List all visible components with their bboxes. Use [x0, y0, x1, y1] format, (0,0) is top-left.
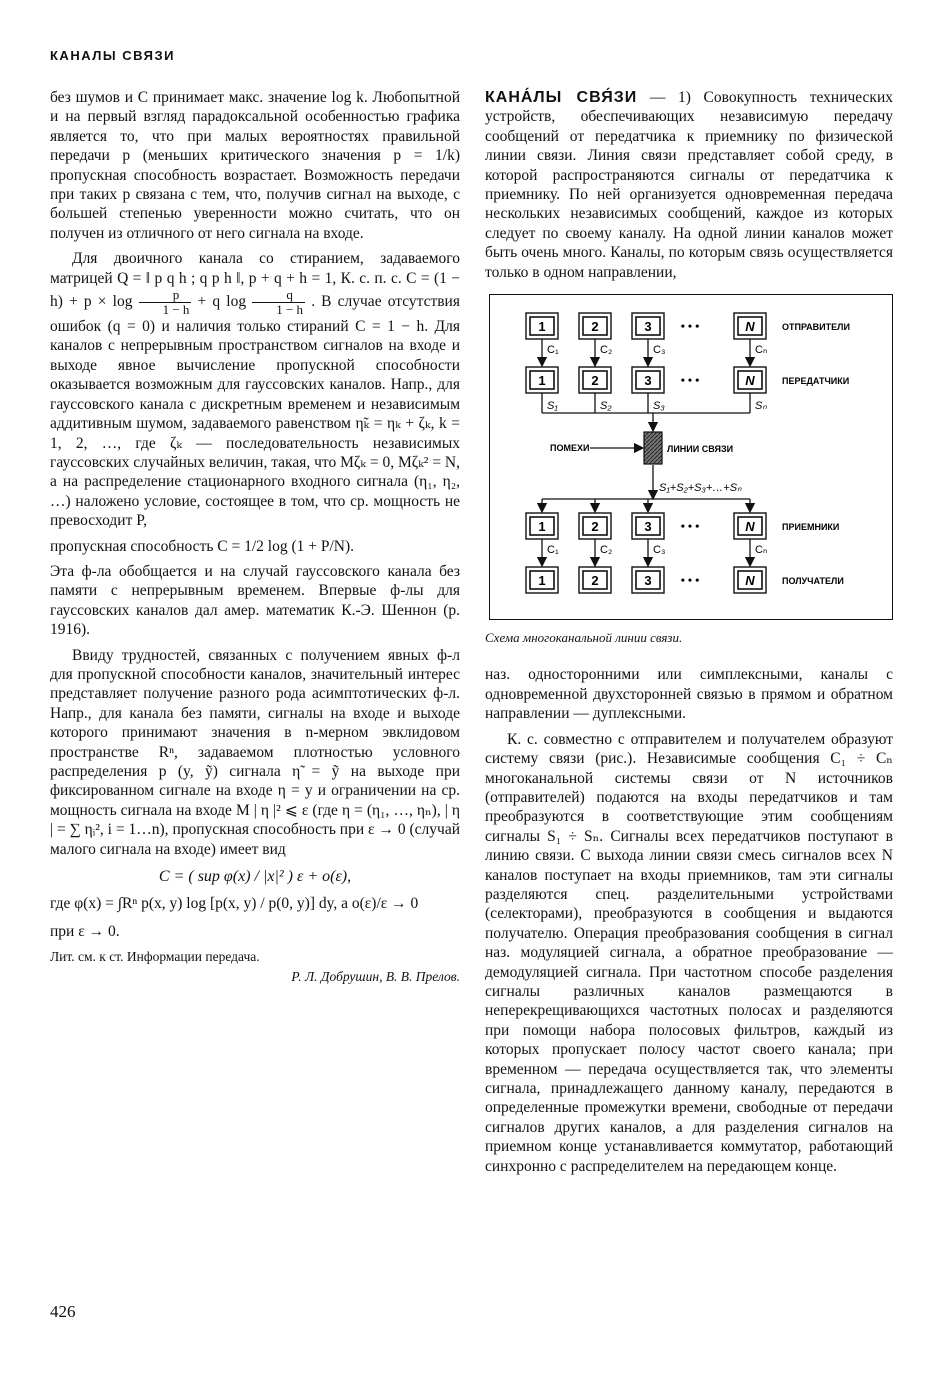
receivers-box-label-1: 1 [538, 519, 546, 535]
left-paragraph-1: без шумов и C принимает макс. значение log k. Любопытной и на первый взгляд парадоксальной особенностью графика является то, что при малых вероятностях правильной передачи p (меньших критического значения p = 1/k) пропускная способность возрастает. Возможность передачи при таких p связана с тем, что, получив сигнал на выходе, с большей степенью уверенности можно считать, что он получен из отличного от него сигнала на входе. [50, 89, 460, 242]
fraction-p: $\frac{p}{1 - h}$ [139, 288, 192, 317]
transmitters-box-label-1: 1 [538, 373, 546, 389]
left-column [50, 88, 460, 986]
running-header: КАНАЛЫ СВЯЗИ [50, 48, 176, 63]
left-paragraph-4: Ввиду трудностей, связанных с получением явных ф-л для пропускной способности каналов, значительный интерес представляет получение разного рода асимптотических ф-л. Напр., для канала без памяти, сигналы на входе и выходе которого принимают значения в n-мерном эвклидовом пространстве Rⁿ, задаваемом плотностью условного распределения p (y, ỹ) сигнала η̃ = ỹ на выходе при фиксированном сигнале на входе η = y и ограничении на ср. мощность сигнала на входе M | η |² ⩽ ε (где η = (η₁, …, ηₙ), | η | = ∑ ηᵢ², i = 1…n), пропускная способность при ε → 0 (случай малого сигнала на входе) имеет вид [50, 646, 460, 858]
receivers-box-label-3: 3 [644, 519, 652, 535]
article-authors: Р. Л. Добрушин, В. В. Прелов. [291, 968, 460, 984]
right-column [485, 88, 893, 1182]
receivers-dots: • • • [680, 519, 700, 534]
c-label-top-4: Cₙ [755, 344, 768, 357]
transmitters-box-label-2: 2 [591, 373, 599, 389]
s-label-4: Sₙ [755, 400, 767, 413]
fraction-q: $\frac{q}{1 - h}$ [252, 288, 305, 317]
right-paragraph-3: К. с. совместно с отправителем и получателем образуют систему связи (рис.). Независимые сообщения C₁ ÷ Cₙ многоканальной системы связи от N источников (отправителей) подаются на входы передатчиков и там преобразуются в соответствующие этим сообщениям сигналы S₁ ÷ Sₙ. Сигналы всех передатчиков поступают в линию связи. С выхода линии связи смесь сигналов всех N каналов поступает на входы приемников, там эти сигналы разделяются спец. разделительными устройствами (селекторами), преобразуются в сообщения и выдаются получателю. Операция преобразования сообщения в сигнал наз. модуляцией сигнала, а обратное преобразование — демодуляцией сигнала. При частотном способе разделения сигналы различных каналов размещаются в неперекрещивающихся частотных полосах и разделяются при помощи набора полосовых фильтров, каждый из которых пропускает полосу частот своего канала; при временном — передача осуществляется так, что элементы сигнала, принадлежащего данному каналу, передаются в определенные промежутки времени, свободные от передачи сигналов других каналов, а для разделения сигналов на приемном конце устанавливается коммутатор, работающий синхронно с распределителем на передающем конце. [485, 730, 893, 1175]
communication-line-block [644, 432, 662, 464]
senders-box-label-3: 3 [644, 319, 652, 335]
gaussian-text: . В случае отсутствия ошибок (q = 0) и наличия только стираний C = 1 − h. Для каналов с непрерывным пространством сигналов на входе и выходе явное вычисление пропускной способности оказывается возможным для гауссовских каналов. Напр., для гауссовского канала с дискретным временем и независимым аддитивным шумом, задаваемого равенством η̃ₖ = ηₖ + ζₖ, k = 1, 2, …, где ζₖ — последовательность независимых гауссовских случайных величин, такая, что Mζₖ = 0, Mζₖ² = N, а на распределение стационарного входного сигнала (η₁, η₂, …) наложено условие, состоящее в том, что ср. мощность не превосходит P, [50, 293, 461, 530]
left-paragraph-2 [50, 249, 460, 530]
transmitters-box-label-3: 3 [644, 373, 652, 389]
gaussian-capacity: пропускная способность C = 1/2 log (1 + P/N). [50, 537, 355, 555]
s-label-3: S₃ [653, 400, 665, 413]
c-label-top-2: C₂ [600, 344, 613, 357]
recipients-label: ПОЛУЧАТЕЛИ [782, 576, 844, 587]
left-paragraph-5: при ε → 0. [50, 922, 120, 940]
recipients-box-label-2: 2 [591, 573, 599, 589]
multichannel-diagram [489, 294, 893, 620]
transmitters-label: ПЕРЕДАТЧИКИ [782, 376, 850, 387]
c-label-top-1: C₁ [547, 344, 559, 357]
c-label-top-3: C₃ [653, 344, 666, 357]
page-number: 426 [50, 1302, 76, 1321]
recipients-dots: • • • [680, 573, 700, 588]
article-term: КАНА́ЛЫ СВЯ́ЗИ [485, 89, 638, 106]
senders-dots: • • • [680, 319, 700, 334]
capacity-formula-mid: + q log [197, 293, 247, 311]
asymptotic-formula: C = ( sup φ(x) / |x|² ) ε + o(ε), [158, 868, 352, 886]
sum-label: S₁+S₂+S₃+…+Sₙ [659, 482, 742, 495]
left-paragraph-3: Эта ф-ла обобщается и на случай гауссовского канала без памяти с непрерывным временем. Впервые ф-лы для гауссовских каналов дал амер. математик К.-Э. Шеннон (р. 1916). [50, 562, 460, 639]
right-paragraph-1 [485, 88, 893, 282]
receivers-box-label-4: N [745, 519, 755, 535]
erasure-matrix: Q = ‖ p q h ; q p h ‖, p + q + h = 1, [117, 269, 337, 287]
recipients-box-label-1: 1 [538, 573, 546, 589]
c-label-bottom-2: C₂ [600, 544, 613, 557]
line-label: ЛИНИИ СВЯЗИ [667, 444, 734, 455]
senders-box-label-2: 2 [591, 319, 599, 335]
c-label-bottom-3: C₃ [653, 544, 666, 557]
definition-text: — 1) Совокупность технических устройств, обеспечивающих независимую передачу сообщений от передатчика к приемнику по физической линии связи. Линия связи представляет собой среду, в которой распространяются сигналы от передатчика к приемнику. По ней организуется одновременная передача нескольких независимых сообщений, каждое из которых следует по своему каналу. На одной линии каналов может быть очень много. Каналы, по которым связь осуществляется только в одном направлении, [485, 89, 894, 281]
recipients-box-label-3: 3 [644, 573, 652, 589]
right-paragraph-2: наз. односторонними или симплексными, каналы с одновременной двухсторонней связью в прямом и обратном направлении — дуплексными. [485, 666, 893, 723]
binary-erasure-intro: Для двоичного канала со стиранием, задаваемого матрицей [50, 250, 460, 287]
senders-box-label-1: 1 [538, 319, 546, 335]
s-label-1: S₁ [547, 400, 558, 413]
figure-caption: Схема многоканальной линии связи. [485, 630, 683, 646]
c-label-bottom-4: Cₙ [755, 544, 768, 557]
transmitters-dots: • • • [680, 373, 700, 388]
diagram-svg [490, 295, 892, 619]
transmitters-box-label-4: N [745, 373, 755, 389]
phi-definition: где φ(x) = ∫Rⁿ p(x, y) log [p(x, y) / p(0, y)] dy, а o(ε)/ε → 0 [50, 895, 419, 913]
receivers-box-label-2: 2 [591, 519, 599, 535]
c-label-bottom-1: C₁ [547, 544, 559, 557]
recipients-box-label-4: N [745, 573, 755, 589]
s-label-2: S₂ [600, 400, 612, 413]
diagram-layer [526, 313, 850, 593]
senders-box-label-4: N [745, 319, 755, 335]
receivers-label: ПРИЕМНИКИ [782, 522, 840, 533]
senders-label: ОТПРАВИТЕЛИ [782, 322, 850, 333]
noise-label: ПОМЕХИ [550, 443, 590, 454]
capacity-formula-start: К. с. п. с. C = (1 − h) + p × log [50, 269, 461, 311]
literature-reference: Лит. см. к ст. Информации передача. [50, 949, 260, 965]
